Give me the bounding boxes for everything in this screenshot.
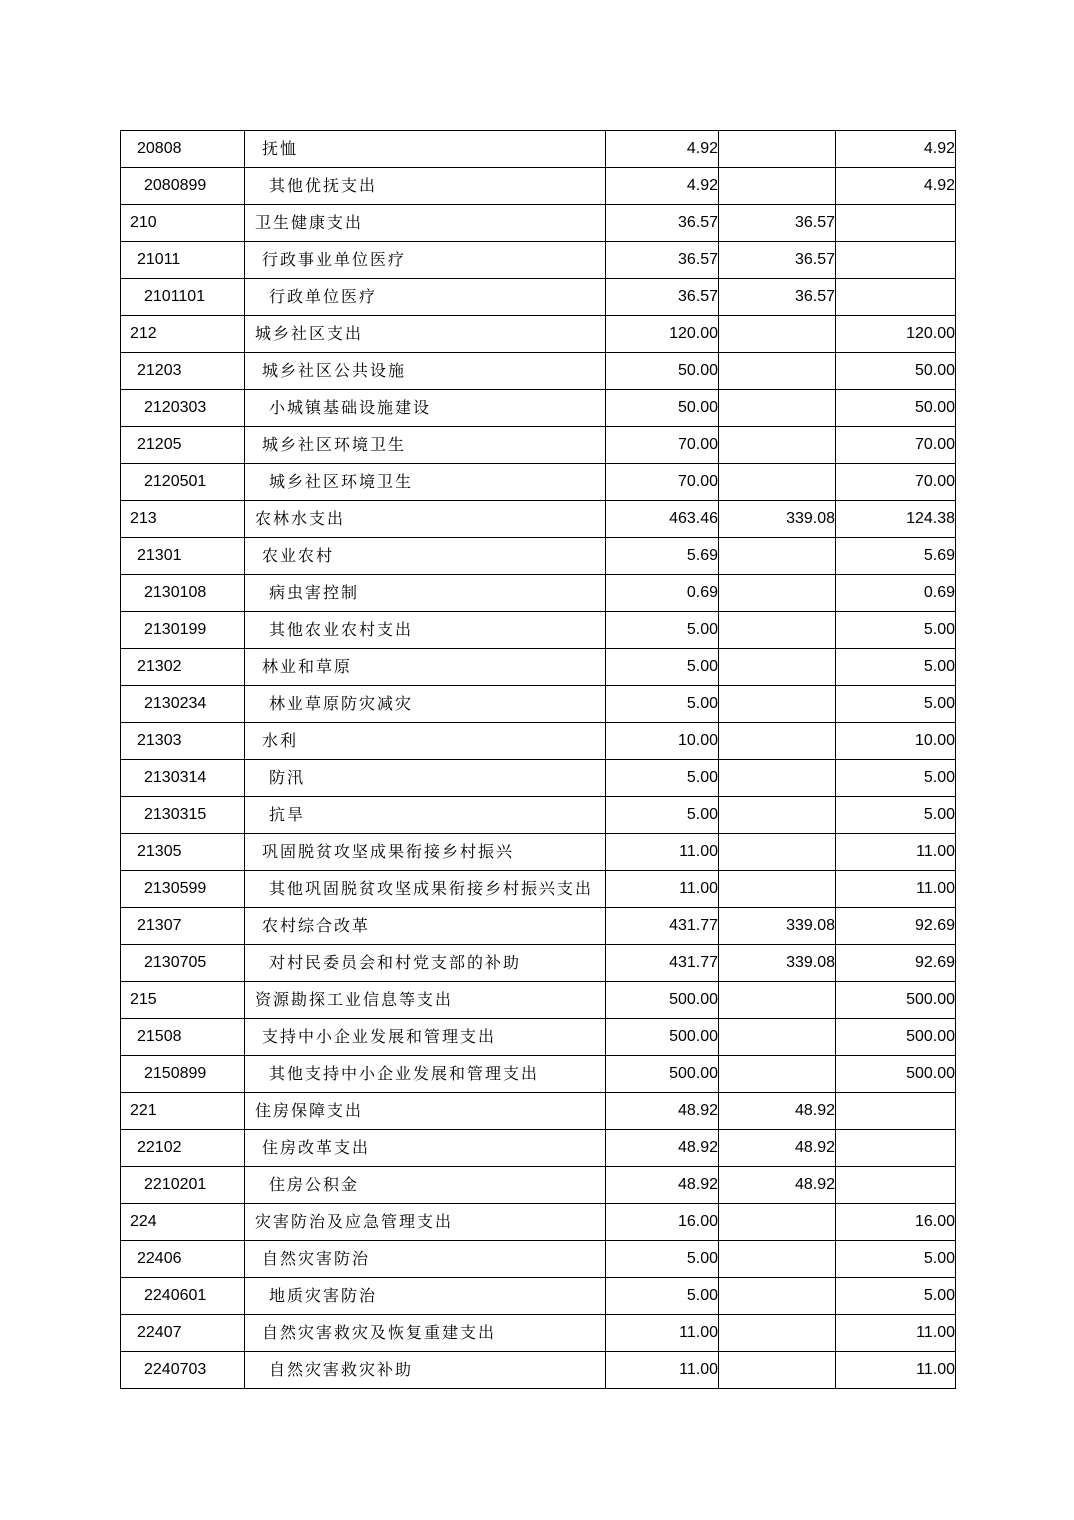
item-name-cell: 支持中小企业发展和管理支出 xyxy=(245,1019,606,1056)
total-cell: 48.92 xyxy=(606,1093,719,1130)
table-row xyxy=(121,131,956,168)
code-cell: 213 xyxy=(121,501,245,538)
project-expenditure-cell: 4.92 xyxy=(836,131,956,168)
table-row xyxy=(121,982,956,1019)
table-row xyxy=(121,205,956,242)
table-row xyxy=(121,797,956,834)
table-row xyxy=(121,427,956,464)
basic-expenditure-cell: 339.08 xyxy=(719,501,836,538)
basic-expenditure-cell xyxy=(719,538,836,575)
basic-expenditure-cell xyxy=(719,982,836,1019)
total-cell: 11.00 xyxy=(606,1315,719,1352)
code-cell: 21305 xyxy=(121,834,245,871)
basic-expenditure-cell xyxy=(719,649,836,686)
code-cell: 22406 xyxy=(121,1241,245,1278)
table-row xyxy=(121,501,956,538)
table-row xyxy=(121,1019,956,1056)
item-name-cell: 病虫害控制 xyxy=(245,575,606,612)
total-cell: 431.77 xyxy=(606,945,719,982)
basic-expenditure-cell xyxy=(719,1315,836,1352)
project-expenditure-cell: 50.00 xyxy=(836,390,956,427)
expenditure-table-body xyxy=(121,131,956,1389)
total-cell: 5.00 xyxy=(606,1278,719,1315)
project-expenditure-cell: 5.00 xyxy=(836,760,956,797)
project-expenditure-cell: 5.00 xyxy=(836,612,956,649)
table-row xyxy=(121,1093,956,1130)
code-cell: 210 xyxy=(121,205,245,242)
total-cell: 4.92 xyxy=(606,168,719,205)
code-cell: 21307 xyxy=(121,908,245,945)
project-expenditure-cell xyxy=(836,279,956,316)
total-cell: 431.77 xyxy=(606,908,719,945)
code-cell: 2240601 xyxy=(121,1278,245,1315)
project-expenditure-cell: 5.69 xyxy=(836,538,956,575)
total-cell: 11.00 xyxy=(606,1352,719,1389)
item-name-cell: 农林水支出 xyxy=(245,501,606,538)
table-row xyxy=(121,538,956,575)
item-name-cell: 其他支持中小企业发展和管理支出 xyxy=(245,1056,606,1093)
code-cell: 212 xyxy=(121,316,245,353)
item-name-cell: 小城镇基础设施建设 xyxy=(245,390,606,427)
item-name-cell: 农村综合改革 xyxy=(245,908,606,945)
code-cell: 2130314 xyxy=(121,760,245,797)
total-cell: 500.00 xyxy=(606,1056,719,1093)
basic-expenditure-cell xyxy=(719,131,836,168)
total-cell: 50.00 xyxy=(606,353,719,390)
total-cell: 5.69 xyxy=(606,538,719,575)
basic-expenditure-cell xyxy=(719,1204,836,1241)
item-name-cell: 对村民委员会和村党支部的补助 xyxy=(245,945,606,982)
code-cell: 215 xyxy=(121,982,245,1019)
basic-expenditure-cell xyxy=(719,871,836,908)
table-row xyxy=(121,168,956,205)
total-cell: 0.69 xyxy=(606,575,719,612)
item-name-cell: 其他巩固脱贫攻坚成果衔接乡村振兴支出 xyxy=(245,871,606,908)
total-cell: 48.92 xyxy=(606,1167,719,1204)
code-cell: 22102 xyxy=(121,1130,245,1167)
code-cell: 2240703 xyxy=(121,1352,245,1389)
code-cell: 21302 xyxy=(121,649,245,686)
table-row xyxy=(121,1056,956,1093)
table-row xyxy=(121,945,956,982)
item-name-cell: 行政事业单位医疗 xyxy=(245,242,606,279)
project-expenditure-cell: 10.00 xyxy=(836,723,956,760)
total-cell: 5.00 xyxy=(606,797,719,834)
basic-expenditure-cell xyxy=(719,1278,836,1315)
total-cell: 5.00 xyxy=(606,760,719,797)
total-cell: 120.00 xyxy=(606,316,719,353)
table-row xyxy=(121,353,956,390)
item-name-cell: 其他优抚支出 xyxy=(245,168,606,205)
code-cell: 2120303 xyxy=(121,390,245,427)
code-cell: 2130315 xyxy=(121,797,245,834)
total-cell: 36.57 xyxy=(606,242,719,279)
total-cell: 10.00 xyxy=(606,723,719,760)
table-row xyxy=(121,1204,956,1241)
basic-expenditure-cell xyxy=(719,760,836,797)
project-expenditure-cell: 5.00 xyxy=(836,1278,956,1315)
item-name-cell: 抗旱 xyxy=(245,797,606,834)
total-cell: 11.00 xyxy=(606,871,719,908)
table-row xyxy=(121,723,956,760)
project-expenditure-cell: 500.00 xyxy=(836,1019,956,1056)
table-row xyxy=(121,908,956,945)
project-expenditure-cell: 70.00 xyxy=(836,464,956,501)
project-expenditure-cell: 4.92 xyxy=(836,168,956,205)
basic-expenditure-cell xyxy=(719,353,836,390)
code-cell: 2130599 xyxy=(121,871,245,908)
code-cell: 2130199 xyxy=(121,612,245,649)
total-cell: 36.57 xyxy=(606,279,719,316)
code-cell: 20808 xyxy=(121,131,245,168)
project-expenditure-cell: 500.00 xyxy=(836,982,956,1019)
basic-expenditure-cell xyxy=(719,1352,836,1389)
expenditure-table xyxy=(120,130,956,1389)
project-expenditure-cell xyxy=(836,1167,956,1204)
total-cell: 500.00 xyxy=(606,1019,719,1056)
project-expenditure-cell xyxy=(836,1130,956,1167)
basic-expenditure-cell xyxy=(719,834,836,871)
code-cell: 2101101 xyxy=(121,279,245,316)
table-row xyxy=(121,1241,956,1278)
total-cell: 36.57 xyxy=(606,205,719,242)
item-name-cell: 巩固脱贫攻坚成果衔接乡村振兴 xyxy=(245,834,606,871)
project-expenditure-cell: 11.00 xyxy=(836,1315,956,1352)
table-row xyxy=(121,390,956,427)
table-row xyxy=(121,1130,956,1167)
item-name-cell: 城乡社区环境卫生 xyxy=(245,464,606,501)
item-name-cell: 资源勘探工业信息等支出 xyxy=(245,982,606,1019)
code-cell: 221 xyxy=(121,1093,245,1130)
total-cell: 4.92 xyxy=(606,131,719,168)
project-expenditure-cell: 92.69 xyxy=(836,945,956,982)
table-row xyxy=(121,279,956,316)
item-name-cell: 林业和草原 xyxy=(245,649,606,686)
item-name-cell: 城乡社区环境卫生 xyxy=(245,427,606,464)
project-expenditure-cell: 11.00 xyxy=(836,834,956,871)
table-row xyxy=(121,612,956,649)
basic-expenditure-cell: 48.92 xyxy=(719,1167,836,1204)
table-row xyxy=(121,760,956,797)
basic-expenditure-cell xyxy=(719,168,836,205)
table-row xyxy=(121,316,956,353)
table-row xyxy=(121,834,956,871)
code-cell: 21203 xyxy=(121,353,245,390)
total-cell: 16.00 xyxy=(606,1204,719,1241)
project-expenditure-cell: 50.00 xyxy=(836,353,956,390)
table-row xyxy=(121,686,956,723)
total-cell: 5.00 xyxy=(606,649,719,686)
code-cell: 21303 xyxy=(121,723,245,760)
code-cell: 2120501 xyxy=(121,464,245,501)
code-cell: 21301 xyxy=(121,538,245,575)
code-cell: 2130108 xyxy=(121,575,245,612)
code-cell: 224 xyxy=(121,1204,245,1241)
item-name-cell: 地质灾害防治 xyxy=(245,1278,606,1315)
item-name-cell: 自然灾害救灾及恢复重建支出 xyxy=(245,1315,606,1352)
table-row xyxy=(121,575,956,612)
basic-expenditure-cell xyxy=(719,316,836,353)
basic-expenditure-cell xyxy=(719,612,836,649)
code-cell: 21205 xyxy=(121,427,245,464)
item-name-cell: 住房改革支出 xyxy=(245,1130,606,1167)
code-cell: 2080899 xyxy=(121,168,245,205)
basic-expenditure-cell: 339.08 xyxy=(719,945,836,982)
total-cell: 463.46 xyxy=(606,501,719,538)
basic-expenditure-cell xyxy=(719,575,836,612)
project-expenditure-cell: 5.00 xyxy=(836,686,956,723)
item-name-cell: 城乡社区支出 xyxy=(245,316,606,353)
project-expenditure-cell: 500.00 xyxy=(836,1056,956,1093)
code-cell: 2150899 xyxy=(121,1056,245,1093)
item-name-cell: 住房保障支出 xyxy=(245,1093,606,1130)
table-row xyxy=(121,464,956,501)
basic-expenditure-cell: 36.57 xyxy=(719,205,836,242)
item-name-cell: 林业草原防灾减灾 xyxy=(245,686,606,723)
code-cell: 2210201 xyxy=(121,1167,245,1204)
basic-expenditure-cell xyxy=(719,686,836,723)
project-expenditure-cell: 0.69 xyxy=(836,575,956,612)
basic-expenditure-cell xyxy=(719,390,836,427)
basic-expenditure-cell xyxy=(719,427,836,464)
code-cell: 22407 xyxy=(121,1315,245,1352)
basic-expenditure-cell xyxy=(719,1056,836,1093)
total-cell: 5.00 xyxy=(606,1241,719,1278)
item-name-cell: 卫生健康支出 xyxy=(245,205,606,242)
total-cell: 500.00 xyxy=(606,982,719,1019)
table-row xyxy=(121,242,956,279)
basic-expenditure-cell xyxy=(719,797,836,834)
table-row xyxy=(121,1352,956,1389)
project-expenditure-cell: 11.00 xyxy=(836,871,956,908)
project-expenditure-cell: 5.00 xyxy=(836,1241,956,1278)
project-expenditure-cell xyxy=(836,205,956,242)
item-name-cell: 农业农村 xyxy=(245,538,606,575)
basic-expenditure-cell xyxy=(719,1241,836,1278)
table-row xyxy=(121,1278,956,1315)
code-cell: 21011 xyxy=(121,242,245,279)
project-expenditure-cell: 92.69 xyxy=(836,908,956,945)
basic-expenditure-cell: 36.57 xyxy=(719,242,836,279)
total-cell: 11.00 xyxy=(606,834,719,871)
project-expenditure-cell xyxy=(836,242,956,279)
item-name-cell: 抚恤 xyxy=(245,131,606,168)
project-expenditure-cell: 5.00 xyxy=(836,649,956,686)
code-cell: 2130705 xyxy=(121,945,245,982)
item-name-cell: 城乡社区公共设施 xyxy=(245,353,606,390)
item-name-cell: 行政单位医疗 xyxy=(245,279,606,316)
project-expenditure-cell: 5.00 xyxy=(836,797,956,834)
item-name-cell: 防汛 xyxy=(245,760,606,797)
project-expenditure-cell: 11.00 xyxy=(836,1352,956,1389)
table-row xyxy=(121,871,956,908)
basic-expenditure-cell: 48.92 xyxy=(719,1093,836,1130)
basic-expenditure-cell xyxy=(719,1019,836,1056)
total-cell: 5.00 xyxy=(606,612,719,649)
project-expenditure-cell: 16.00 xyxy=(836,1204,956,1241)
project-expenditure-cell xyxy=(836,1093,956,1130)
item-name-cell: 自然灾害救灾补助 xyxy=(245,1352,606,1389)
item-name-cell: 住房公积金 xyxy=(245,1167,606,1204)
total-cell: 70.00 xyxy=(606,427,719,464)
project-expenditure-cell: 70.00 xyxy=(836,427,956,464)
item-name-cell: 其他农业农村支出 xyxy=(245,612,606,649)
project-expenditure-cell: 120.00 xyxy=(836,316,956,353)
total-cell: 48.92 xyxy=(606,1130,719,1167)
basic-expenditure-cell: 48.92 xyxy=(719,1130,836,1167)
total-cell: 5.00 xyxy=(606,686,719,723)
item-name-cell: 自然灾害防治 xyxy=(245,1241,606,1278)
total-cell: 70.00 xyxy=(606,464,719,501)
table-row xyxy=(121,649,956,686)
basic-expenditure-cell xyxy=(719,464,836,501)
code-cell: 2130234 xyxy=(121,686,245,723)
project-expenditure-cell: 124.38 xyxy=(836,501,956,538)
code-cell: 21508 xyxy=(121,1019,245,1056)
table-row xyxy=(121,1167,956,1204)
item-name-cell: 水利 xyxy=(245,723,606,760)
basic-expenditure-cell: 36.57 xyxy=(719,279,836,316)
item-name-cell: 灾害防治及应急管理支出 xyxy=(245,1204,606,1241)
basic-expenditure-cell: 339.08 xyxy=(719,908,836,945)
total-cell: 50.00 xyxy=(606,390,719,427)
table-row xyxy=(121,1315,956,1352)
basic-expenditure-cell xyxy=(719,723,836,760)
